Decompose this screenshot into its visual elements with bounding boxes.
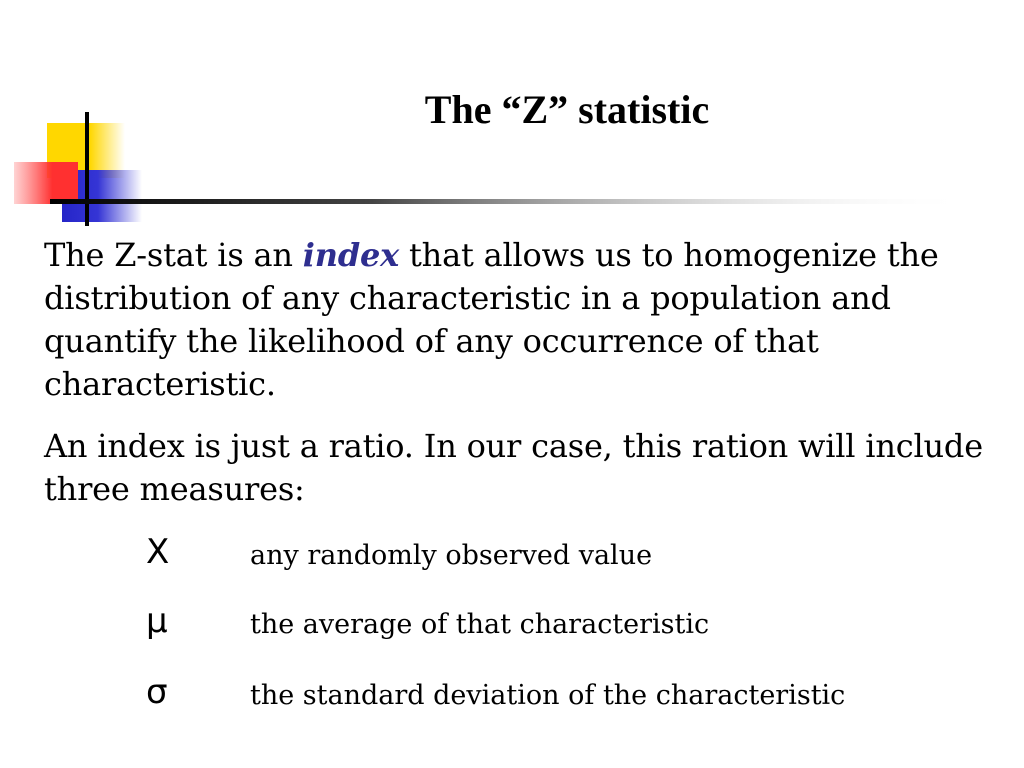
title-underline bbox=[50, 199, 970, 204]
paragraph-text-end: that allows us to homogenize the distribution of any characteristic in a population and quantify the likelihood of any occurrence of that characteristic. bbox=[44, 236, 939, 403]
measure-symbol: X bbox=[146, 532, 170, 572]
decor-yellow-square bbox=[47, 123, 125, 178]
paragraph-index-ratio: An index is just a ratio. In our case, this ration will include three measures: bbox=[44, 427, 983, 508]
decor-red-square bbox=[14, 162, 78, 204]
measure-symbol: μ bbox=[146, 601, 168, 641]
measure-symbol: σ bbox=[146, 672, 168, 712]
measure-description: the average of that characteristic bbox=[250, 609, 710, 640]
measure-item bbox=[0, 532, 1024, 582]
paragraph-index-definition bbox=[44, 234, 994, 406]
slide-title: The “Z” statistic bbox=[424, 87, 710, 132]
paragraph-text-start: The Z-stat is an bbox=[44, 236, 303, 274]
decor-vertical-line bbox=[85, 112, 89, 226]
emphasis-word: index bbox=[302, 236, 400, 274]
measure-item bbox=[0, 601, 1024, 651]
decor-blue-square bbox=[62, 170, 142, 222]
measure-description: any randomly observed value bbox=[250, 540, 653, 571]
measure-item bbox=[0, 672, 1024, 722]
measure-description: the standard deviation of the characteristic bbox=[250, 680, 846, 711]
